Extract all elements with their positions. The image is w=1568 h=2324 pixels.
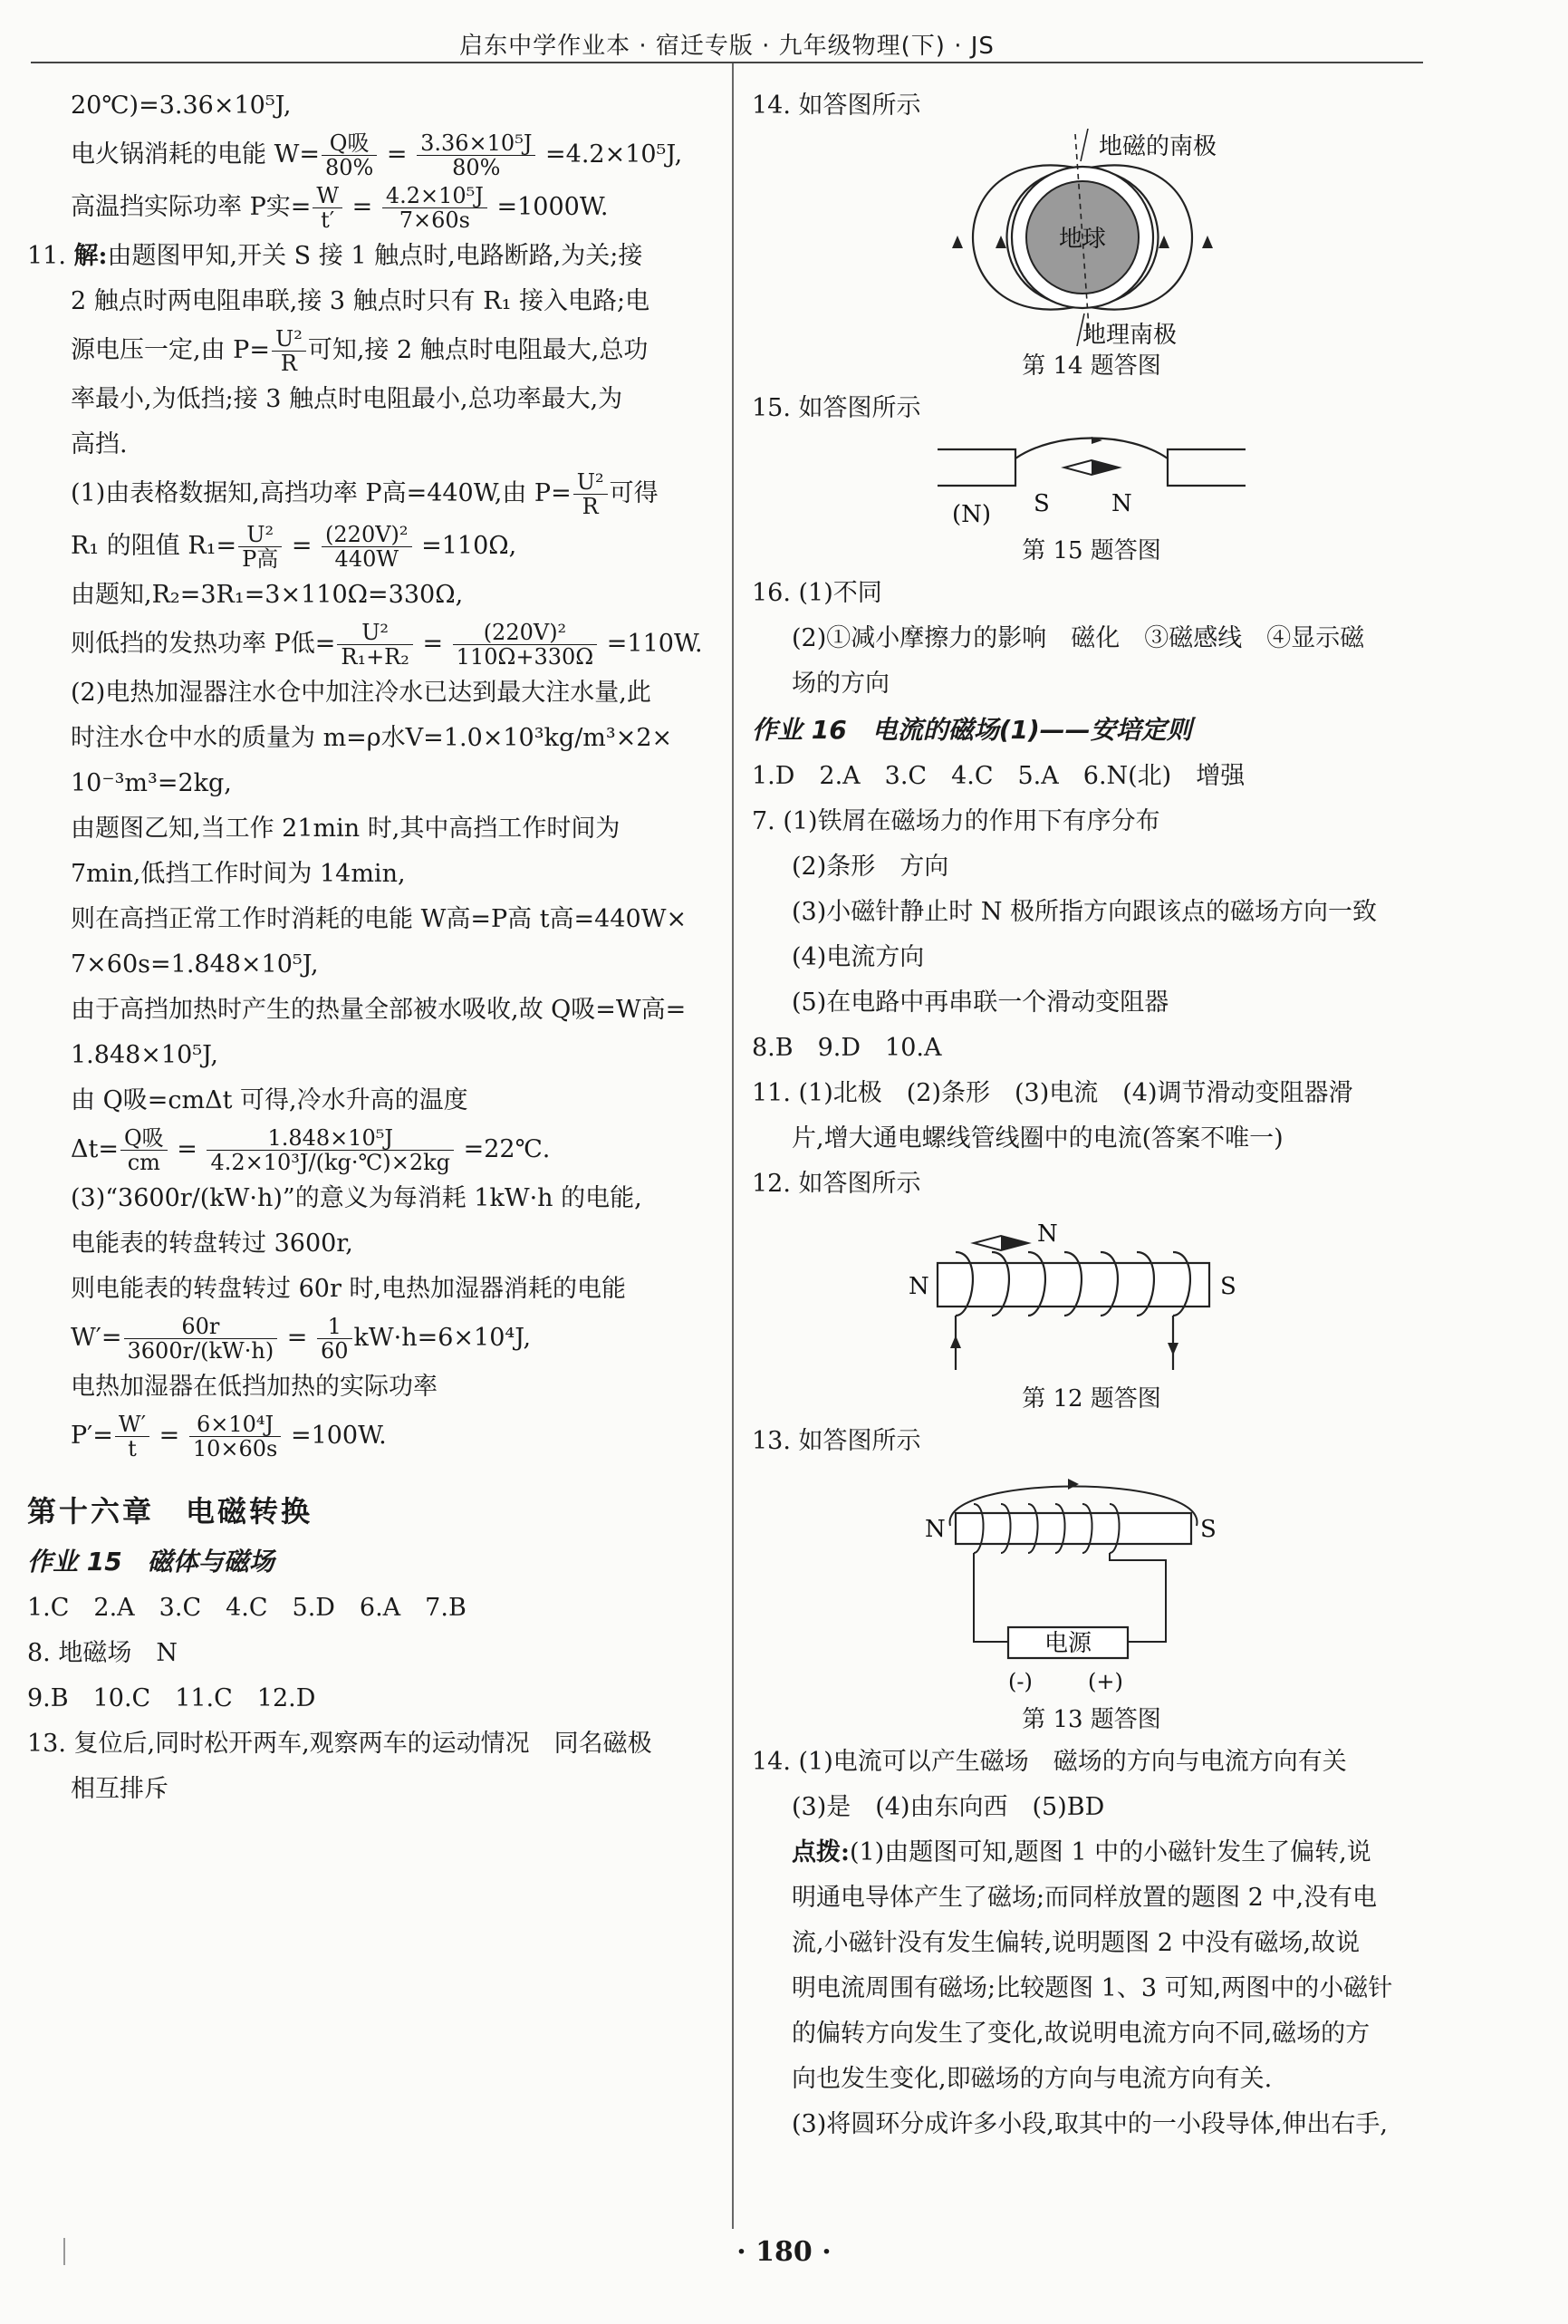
formula-line (27, 1410, 708, 1462)
left-column (27, 83, 708, 1812)
figure-caption: 第 12 题答图 (1022, 1385, 1161, 1413)
text-line: 场的方向 (792, 670, 890, 698)
lead-word: 解: (73, 242, 108, 270)
numerator: W′ (115, 1413, 149, 1437)
fraction (417, 131, 535, 179)
right-column (752, 83, 1431, 2147)
solenoid-circuit-diagram (901, 1464, 1282, 1700)
fraction (124, 1315, 278, 1363)
numerator: 6×10⁴J (189, 1413, 282, 1437)
plus-label: (+) (1088, 1669, 1123, 1694)
fraction (382, 184, 487, 232)
text: 可得 (609, 479, 659, 507)
text-line: 14. 如答图所示 (752, 92, 921, 120)
text-line: 7min,低挡工作时间为 14min, (71, 860, 406, 888)
fraction (272, 327, 306, 375)
formula-line (27, 468, 708, 520)
magnet-right (1168, 449, 1246, 486)
answer-line: 明电流周围有磁场;比较题图 1、3 可知,两图中的小磁针 (792, 1974, 1393, 2002)
needle-north (1001, 1236, 1028, 1250)
earth-label: 地球 (1058, 226, 1107, 253)
fraction (207, 1126, 454, 1174)
answer-line: 12. 如答图所示 (752, 1170, 921, 1198)
text-line: 20℃)=3.36×10⁵J, (71, 92, 292, 120)
text-line: 2 触点时两电阻串联,接 3 触点时只有 R₁ 接入电路;电 (71, 287, 650, 315)
text: = (379, 140, 416, 169)
numerator: (220V)² (453, 621, 598, 645)
magnet-pair-diagram (901, 431, 1282, 531)
answer-line: 1.D 2.A 3.C 4.C 5.A 6.N(北) 增强 (752, 762, 1246, 790)
text-line: 16. (1)不同 (752, 579, 882, 607)
denominator: 80% (324, 155, 374, 180)
solenoid-diagram (901, 1207, 1282, 1379)
arrow-icon (1202, 236, 1213, 248)
text: 则低挡的发热功率 P低= (71, 630, 336, 658)
text-line: 由题图乙知,当工作 21min 时,其中高挡工作时间为 (71, 815, 620, 843)
label: S (1200, 1516, 1217, 1543)
figure-15 (752, 431, 1431, 571)
bottom-label: 地理南极 (1082, 322, 1178, 346)
arrow-down-icon (1168, 1343, 1178, 1355)
answer-line: 明通电导体产生了磁场;而同样放置的题图 2 中,没有电 (792, 1884, 1378, 1912)
label: S (1034, 490, 1050, 517)
formula-line (27, 129, 708, 181)
text: = (284, 532, 321, 560)
text-line: 高挡. (71, 430, 128, 458)
text: =110Ω, (413, 532, 517, 560)
denominator: R (280, 351, 297, 376)
arrow-up-icon (950, 1336, 961, 1348)
answer-line: 点拨:(1)由题图可知,题图 1 中的小磁针发生了偏转,说 (792, 1838, 1371, 1866)
answer-line: 向也发生变化,即磁场的方向与电流方向有关. (792, 2065, 1273, 2093)
section-title: 作业 15 磁体与磁场 (27, 1547, 274, 1577)
text: Δt= (71, 1135, 119, 1163)
label: N (925, 1516, 946, 1543)
chapter-title: 第十六章 电磁转换 (27, 1494, 313, 1528)
denominator: 3600r/(kW·h) (127, 1338, 274, 1364)
fraction (189, 1413, 282, 1461)
figure-14 (752, 129, 1431, 386)
text-line: 15. 如答图所示 (752, 394, 921, 422)
denominator: P高 (242, 546, 279, 572)
numerator: U² (337, 621, 413, 645)
arrow-icon (952, 236, 963, 248)
text: 高温挡实际功率 P实= (71, 193, 312, 221)
column-divider (732, 63, 734, 2229)
lead-word: 点拨: (792, 1838, 850, 1866)
magnet-left (938, 449, 1015, 486)
formula-line (27, 618, 708, 670)
denominator: 440W (334, 546, 399, 572)
formula-line (27, 1312, 708, 1365)
text-line: 时注水仓中水的质量为 m=ρ水V=1.0×10³kg/m³×2× (71, 724, 673, 752)
pointer-line (1081, 129, 1088, 161)
text: =4.2×10⁵J, (537, 140, 683, 169)
numerator: 60r (124, 1315, 278, 1339)
figure-caption: 第 14 题答图 (1022, 352, 1161, 380)
answer-line: (2)条形 方向 (792, 853, 949, 881)
formula-line (27, 181, 708, 234)
text: = (279, 1324, 315, 1352)
text: kW·h=6×10⁴J, (353, 1324, 532, 1352)
fraction (120, 1126, 168, 1174)
denominator: t′ (321, 207, 335, 233)
text: =110W. (599, 630, 703, 658)
answer-line: 8. 地磁场 N (27, 1639, 178, 1667)
text: P′= (71, 1422, 113, 1450)
fraction (317, 1315, 352, 1363)
text-line: 13. 如答图所示 (752, 1427, 921, 1455)
answer-line: (4)电流方向 (792, 943, 925, 971)
text-line: 由题知,R₂=3R₁=3×110Ω=330Ω, (71, 581, 464, 609)
denominator: 110Ω+330Ω (456, 644, 594, 670)
numerator: U² (272, 327, 306, 352)
fraction (573, 470, 608, 518)
page-number: · 180 · (736, 2236, 832, 2268)
arrow-icon (1068, 1479, 1079, 1490)
answer-line: 1.C 2.A 3.C 4.C 5.D 6.A 7.B (27, 1594, 467, 1622)
text-line: (2)①减小摩擦力的影响 磁化 ③磁感线 ④显示磁 (792, 624, 1365, 652)
answer-line: (3)将圆环分成许多小段,取其中的一小段导体,伸出右手, (792, 2110, 1388, 2138)
arrow-icon (1159, 236, 1169, 248)
solenoid-core (938, 1263, 1209, 1307)
fraction (322, 523, 412, 571)
fraction (313, 184, 342, 232)
numerator: Q吸 (322, 131, 377, 156)
denominator: 10×60s (192, 1436, 278, 1461)
numerator: 1 (317, 1315, 352, 1339)
answer-line: 9.B 10.C 11.C 12.D (27, 1684, 316, 1712)
arrow-icon (996, 236, 1006, 248)
answer-line: 13. 复位后,同时松开两车,观察两车的运动情况 同名磁极 (27, 1730, 652, 1758)
denominator: 80% (452, 155, 501, 180)
section-title: 作业 16 电流的磁场(1)——安培定则 (752, 715, 1192, 745)
numerator: 1.848×10⁵J (207, 1126, 454, 1151)
answer-line: 11. (1)北极 (2)条形 (3)电流 (4)调节滑动变阻器滑 (752, 1079, 1353, 1107)
numerator: 3.36×10⁵J (417, 131, 535, 156)
text: = (344, 193, 380, 221)
page-header: 启东中学作业本 · 宿迁专版 · 九年级物理(下) · JS (459, 33, 995, 60)
denominator: R (582, 494, 599, 519)
text-line: 则在高挡正常工作时消耗的电能 W高=P高 t高=440W× (71, 905, 688, 933)
numerator: W (313, 184, 342, 208)
text-line: 11. 解:由题图甲知,开关 S 接 1 触点时,电路断路,为关;接 (27, 242, 643, 270)
fraction (115, 1413, 149, 1461)
text: W′= (71, 1324, 122, 1352)
text: = (414, 630, 451, 658)
answer-line: (3)小磁针静止时 N 极所指方向跟该点的磁场方向一致 (792, 898, 1378, 926)
answer-line: 的偏转方向发生了变化,故说明电流方向不同,磁场的方 (792, 2020, 1371, 2048)
fraction (238, 523, 282, 571)
denominator: 4.2×10³J/(kg·℃)×2kg (210, 1150, 451, 1175)
answer-line: (5)在电路中再串联一个滑动变阻器 (792, 988, 1169, 1017)
power-source-label: 电源 (1044, 1630, 1092, 1657)
label: S (1220, 1273, 1236, 1300)
fraction (337, 621, 413, 669)
text: =100W. (283, 1422, 387, 1450)
denominator: 60 (320, 1338, 349, 1364)
text-line: 7×60s=1.848×10⁵J, (71, 950, 319, 979)
text: 源电压一定,由 P= (71, 336, 270, 364)
text-line: 由 Q吸=cmΔt 可得,冷水升高的温度 (71, 1086, 468, 1114)
label: (N) (952, 501, 992, 528)
text-line: 率最小,为低挡;接 3 触点时电阻最小,总功率最大,为 (71, 385, 623, 413)
numerator: U² (238, 523, 282, 547)
text-line: 由于高挡加热时产生的热量全部被水吸收,故 Q吸=W高= (71, 996, 687, 1024)
denominator: t (128, 1436, 137, 1461)
answer-line: 流,小磁针没有发生偏转,说明题图 2 中没有磁场,故说 (792, 1929, 1361, 1957)
text-line: 则电能表的转盘转过 60r 时,电热加湿器消耗的电能 (71, 1275, 627, 1303)
denominator: 7×60s (399, 207, 470, 233)
text: 电火锅消耗的电能 W= (71, 140, 320, 169)
text-line: (2)电热加湿器注水仓中加注冷水已达到最大注水量,此 (71, 679, 651, 707)
text-line: (3)“3600r/(kW·h)”的意义为每消耗 1kW·h 的电能, (71, 1184, 642, 1212)
label: N (909, 1273, 929, 1300)
numerator: Q吸 (120, 1126, 168, 1151)
text: 可知,接 2 触点时电阻最大,总功 (307, 336, 649, 364)
formula-line (27, 324, 708, 377)
denominator: cm (127, 1150, 160, 1175)
figure-caption: 第 15 题答图 (1022, 537, 1161, 564)
formula-line (27, 1123, 708, 1176)
numerator: U² (573, 470, 608, 495)
text: =22℃. (456, 1135, 551, 1163)
answer-line: 14. (1)电流可以产生磁场 磁场的方向与电流方向有关 (752, 1748, 1347, 1776)
answer-line: 相互排斥 (71, 1775, 168, 1803)
denominator: R₁+R₂ (341, 644, 409, 670)
text-line: 电热加湿器在低挡加热的实际功率 (71, 1373, 438, 1401)
answer-line: (3)是 (4)由东向西 (5)BD (792, 1793, 1105, 1821)
label: N (1037, 1220, 1058, 1248)
figure-caption: 第 13 题答图 (1022, 1706, 1161, 1733)
text: R₁ 的阻值 R₁= (71, 532, 237, 560)
text: =1000W. (488, 193, 609, 221)
earth-magnetic-field-diagram (901, 129, 1282, 346)
text: = (168, 1135, 206, 1163)
fraction (322, 131, 377, 179)
text: (1)由表格数据知,高挡功率 P高=440W,由 P= (71, 479, 572, 507)
text-line: 电能表的转盘转过 3600r, (71, 1230, 353, 1258)
answer-line: 7. (1)铁屑在磁场力的作用下有序分布 (752, 807, 1160, 835)
answer-line: 片,增大通电螺线管线圈中的电流(答案不唯一) (792, 1124, 1284, 1152)
figure-13 (752, 1464, 1431, 1740)
header-rule (31, 62, 1423, 63)
needle-north (1092, 460, 1119, 475)
text-line: 10⁻³m³=2kg, (71, 769, 232, 797)
solenoid-core (956, 1513, 1191, 1544)
numerator: (220V)² (322, 523, 412, 547)
numerator: 4.2×10⁵J (382, 184, 487, 208)
formula-line (27, 520, 708, 573)
wire (974, 1553, 1008, 1642)
text: = (151, 1422, 188, 1450)
fraction (453, 621, 598, 669)
minus-label: (-) (1008, 1669, 1033, 1694)
answer-line: 8.B 9.D 10.A (752, 1034, 942, 1062)
text-line: 1.848×10⁵J, (71, 1041, 218, 1069)
top-label: 地磁的南极 (1099, 133, 1217, 160)
label: N (1111, 490, 1132, 517)
figure-12 (752, 1207, 1431, 1419)
